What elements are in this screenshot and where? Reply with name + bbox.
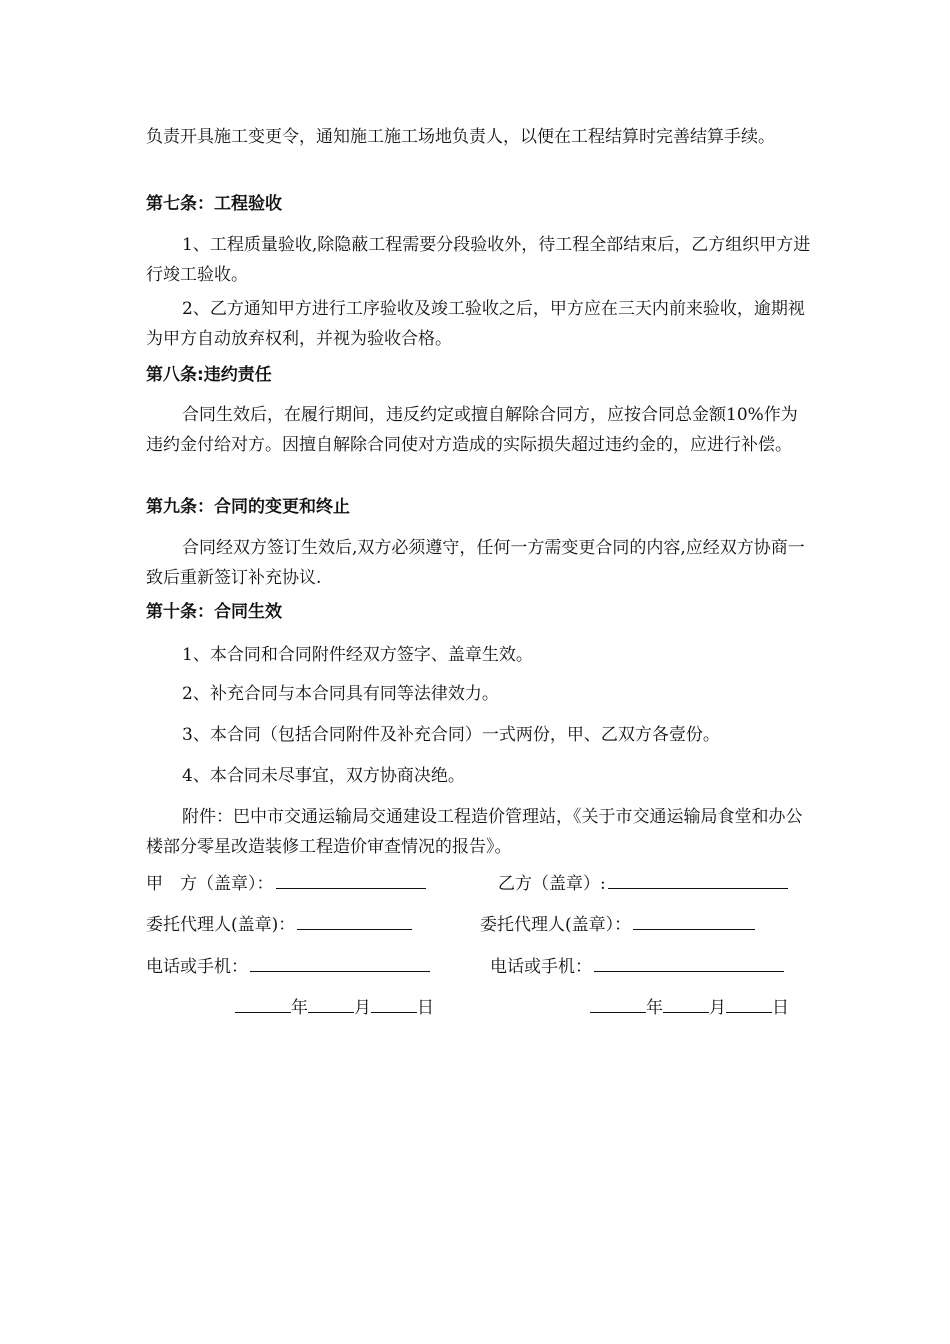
article-10-item-2: 2、补充合同与本合同具有同等法律效力。 <box>182 684 499 704</box>
article-9-heading: 第九条：合同的变更和终止 <box>146 497 350 517</box>
party-a-signature-line <box>146 869 426 899</box>
article-7-item-1: 1、工程质量验收,除隐蔽工程需要分段验收外，待工程全部结束后，乙方组织甲方进行竣工验收。 <box>146 235 811 285</box>
party-a-blank[interactable] <box>276 870 426 889</box>
party-b-signature-line <box>498 869 788 899</box>
date-b-year-blank[interactable] <box>590 994 646 1013</box>
article-8-heading: 第八条:违约责任 <box>146 365 272 385</box>
phone-b-line <box>490 952 784 982</box>
date-line-b <box>590 993 789 1023</box>
date-b-day-blank[interactable] <box>726 994 772 1013</box>
attachment-note: 附件：巴中市交通运输局交通建设工程造价管理站，《关于市交通运输局食堂和办公楼部分零星改造装修工程造价审查情况的报告》。 <box>146 807 803 857</box>
agent-a-blank[interactable] <box>297 911 412 930</box>
article-10-item-1: 1、本合同和合同附件经双方签字、盖章生效。 <box>182 645 533 665</box>
date-b-month-blank[interactable] <box>663 994 709 1013</box>
date-a-month-blank[interactable] <box>308 994 354 1013</box>
article-8-body: 合同生效后，在履行期间，违反约定或擅自解除合同方，应按合同总金额10%作为违约金付给对方。因擅自解除合同使对方造成的实际损失超过违约金的，应进行补偿。 <box>146 405 798 455</box>
date-a-year-blank[interactable] <box>235 994 291 1013</box>
agent-b-blank[interactable] <box>633 911 755 930</box>
date-a-day-label: 日 <box>417 998 434 1018</box>
date-b-month-label: 月 <box>709 998 726 1018</box>
agent-a-signature-line <box>146 910 412 940</box>
article-7-item-2: 2、乙方通知甲方进行工序验收及竣工验收之后，甲方应在三天内前来验收，逾期视为甲方自动放弃权利，并视为验收合格。 <box>146 299 805 349</box>
agent-b-signature-line <box>480 910 755 940</box>
party-b-blank[interactable] <box>608 870 788 889</box>
phone-a-blank[interactable] <box>250 953 430 972</box>
phone-b-blank[interactable] <box>594 953 784 972</box>
article-10-item-3: 3、本合同（包括合同附件及补充合同）一式两份，甲、乙双方各壹份。 <box>182 725 720 745</box>
date-b-day-label: 日 <box>772 998 789 1018</box>
party-a-label: 甲 方（盖章）： <box>146 874 274 894</box>
phone-b-label: 电话或手机： <box>490 957 592 977</box>
article-9-body: 合同经双方签订生效后,双方必须遵守，任何一方需变更合同的内容,应经双方协商一致后重新签订补充协议. <box>146 538 805 588</box>
agent-a-label: 委托代理人(盖章)： <box>146 915 296 935</box>
article-10-heading: 第十条：合同生效 <box>146 602 282 622</box>
party-b-label: 乙方（盖章）: <box>498 874 606 894</box>
date-a-year-label: 年 <box>291 998 308 1018</box>
phone-a-line <box>146 952 430 982</box>
article-10-item-4: 4、本合同未尽事宜，双方协商决绝。 <box>182 766 465 786</box>
date-line-a <box>235 993 434 1023</box>
agent-b-label: 委托代理人(盖章）： <box>480 915 632 935</box>
phone-a-label: 电话或手机： <box>146 957 248 977</box>
paragraph-continued: 负责开具施工变更令，通知施工施工场地负责人，以便在工程结算时完善结算手续。 <box>146 127 775 147</box>
date-a-month-label: 月 <box>354 998 371 1018</box>
date-b-year-label: 年 <box>646 998 663 1018</box>
article-7-heading: 第七条：工程验收 <box>146 194 282 214</box>
date-a-day-blank[interactable] <box>371 994 417 1013</box>
